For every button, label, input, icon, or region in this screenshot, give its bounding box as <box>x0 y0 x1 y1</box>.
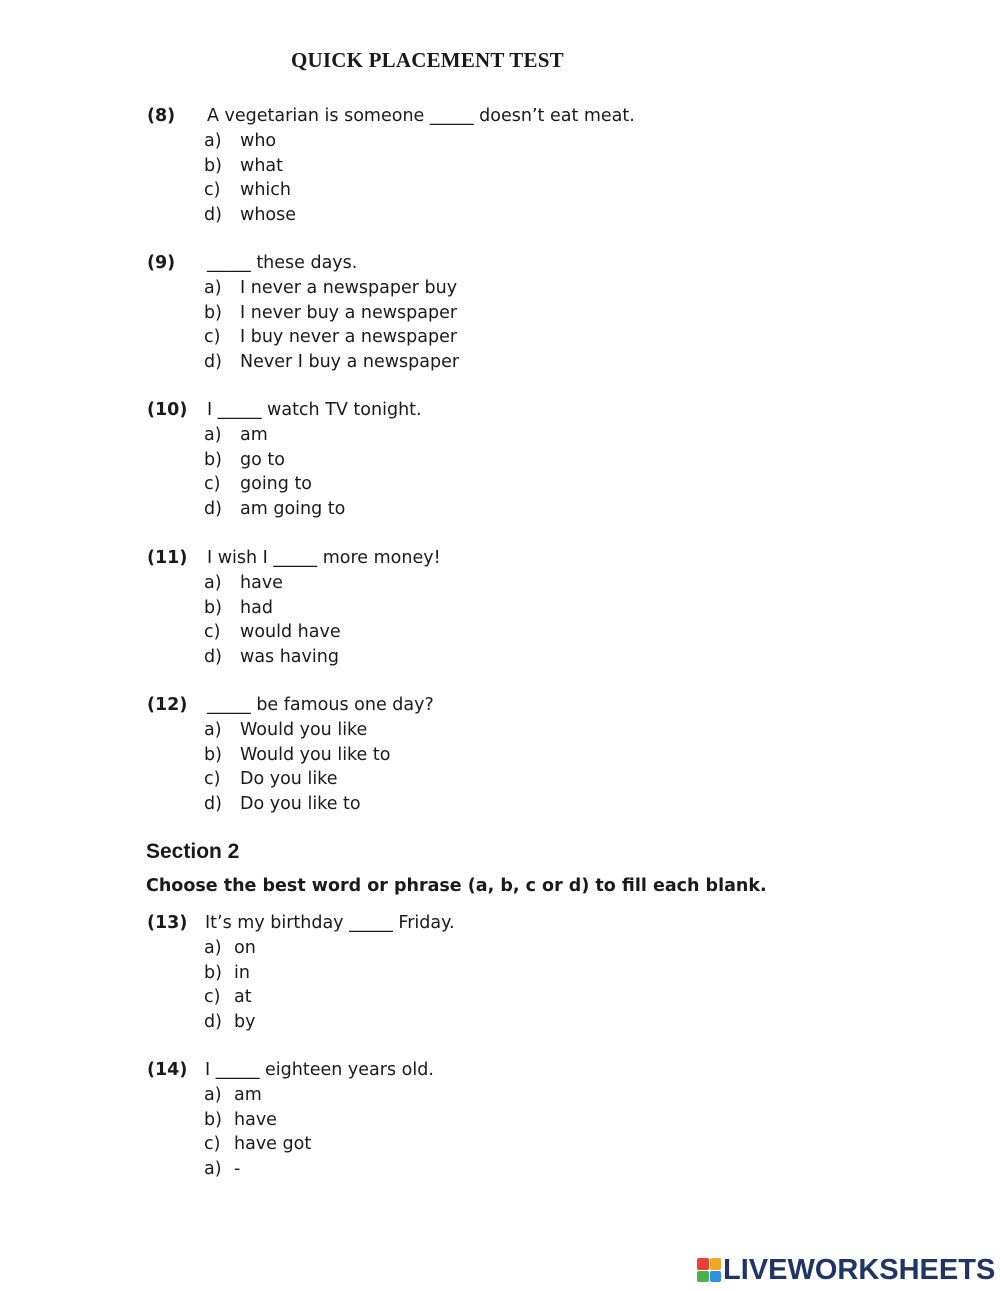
option-text: Do you like to <box>240 793 361 814</box>
option-text: Would you like to <box>240 744 391 765</box>
option-text: am going to <box>240 498 346 519</box>
option-letter: b) <box>204 155 222 176</box>
option-letter: a) <box>204 573 222 593</box>
option-text: what <box>240 155 283 176</box>
option-text: who <box>240 131 277 151</box>
question-number: (8) <box>147 106 176 126</box>
option-letter: a) <box>204 1158 222 1179</box>
question-text: I wish I _____ more money! <box>207 548 441 568</box>
option-letter: c) <box>204 622 221 642</box>
option-text: had <box>240 597 273 618</box>
section-title: Section 2 <box>146 840 240 863</box>
option-text: at <box>234 987 252 1007</box>
option-text: on <box>234 938 256 958</box>
option-letter: a) <box>204 278 222 298</box>
option-letter: c) <box>204 474 221 494</box>
question-text: I _____ watch TV tonight. <box>207 400 422 420</box>
option-text: have <box>240 573 283 593</box>
option-text: I never a newspaper buy <box>240 278 458 298</box>
question-text: _____ these days. <box>207 253 358 273</box>
option-text: Would you like <box>240 720 368 740</box>
option-letter: b) <box>204 597 222 618</box>
question-text: _____ be famous one day? <box>207 695 434 715</box>
option-letter: c) <box>204 769 221 789</box>
section-instruction: Choose the best word or phrase (a, b, c or d) to fill each blank. <box>146 876 767 896</box>
option-letter: b) <box>204 962 222 983</box>
option-letter: d) <box>204 1011 222 1032</box>
liveworksheets-logo <box>697 1253 995 1287</box>
option-text: - <box>234 1158 241 1179</box>
option-letter: d) <box>204 793 222 814</box>
logo-text: LIVEWORKSHEETS <box>723 1253 996 1286</box>
option-text: would have <box>240 622 341 642</box>
question-text: It’s my birthday _____ Friday. <box>205 913 455 933</box>
option-letter: d) <box>204 646 222 667</box>
option-text: Never I buy a newspaper <box>240 351 460 372</box>
option-text: have <box>234 1109 277 1130</box>
option-letter: a) <box>204 720 222 740</box>
option-letter: c) <box>204 1134 221 1154</box>
question-number: (10) <box>147 400 188 420</box>
option-text: I never buy a newspaper <box>240 302 458 323</box>
option-letter: d) <box>204 351 222 372</box>
option-letter: b) <box>204 744 222 765</box>
option-letter: c) <box>204 987 221 1007</box>
question-number: (11) <box>147 548 188 568</box>
option-text: which <box>240 180 291 200</box>
option-text: whose <box>240 204 296 225</box>
option-letter: c) <box>204 327 221 347</box>
option-text: Do you like <box>240 769 338 789</box>
question-number: (9) <box>147 253 176 273</box>
question-text: A vegetarian is someone _____ doesn’t eat meat. <box>207 106 635 126</box>
option-text: go to <box>240 449 285 470</box>
question-number: (12) <box>147 695 188 715</box>
option-letter: a) <box>204 425 222 445</box>
option-text: have got <box>234 1134 312 1154</box>
question-text: I _____ eighteen years old. <box>205 1060 434 1080</box>
option-letter: a) <box>204 938 222 958</box>
option-letter: a) <box>204 131 222 151</box>
option-text: by <box>234 1011 256 1032</box>
logo-mark-icon <box>697 1258 721 1282</box>
option-letter: b) <box>204 449 222 470</box>
option-letter: b) <box>204 302 222 323</box>
option-text: I buy never a newspaper <box>240 327 458 347</box>
option-text: am <box>234 1085 262 1105</box>
option-letter: d) <box>204 498 222 519</box>
option-text: in <box>234 962 250 983</box>
question-number: (14) <box>147 1060 188 1080</box>
page-title: QUICK PLACEMENT TEST <box>291 48 564 72</box>
option-letter: c) <box>204 180 221 200</box>
option-letter: a) <box>204 1085 222 1105</box>
option-text: was having <box>240 646 339 667</box>
option-letter: b) <box>204 1109 222 1130</box>
question-number: (13) <box>147 913 188 933</box>
option-letter: d) <box>204 204 222 225</box>
option-text: am <box>240 425 268 445</box>
option-text: going to <box>240 474 313 494</box>
